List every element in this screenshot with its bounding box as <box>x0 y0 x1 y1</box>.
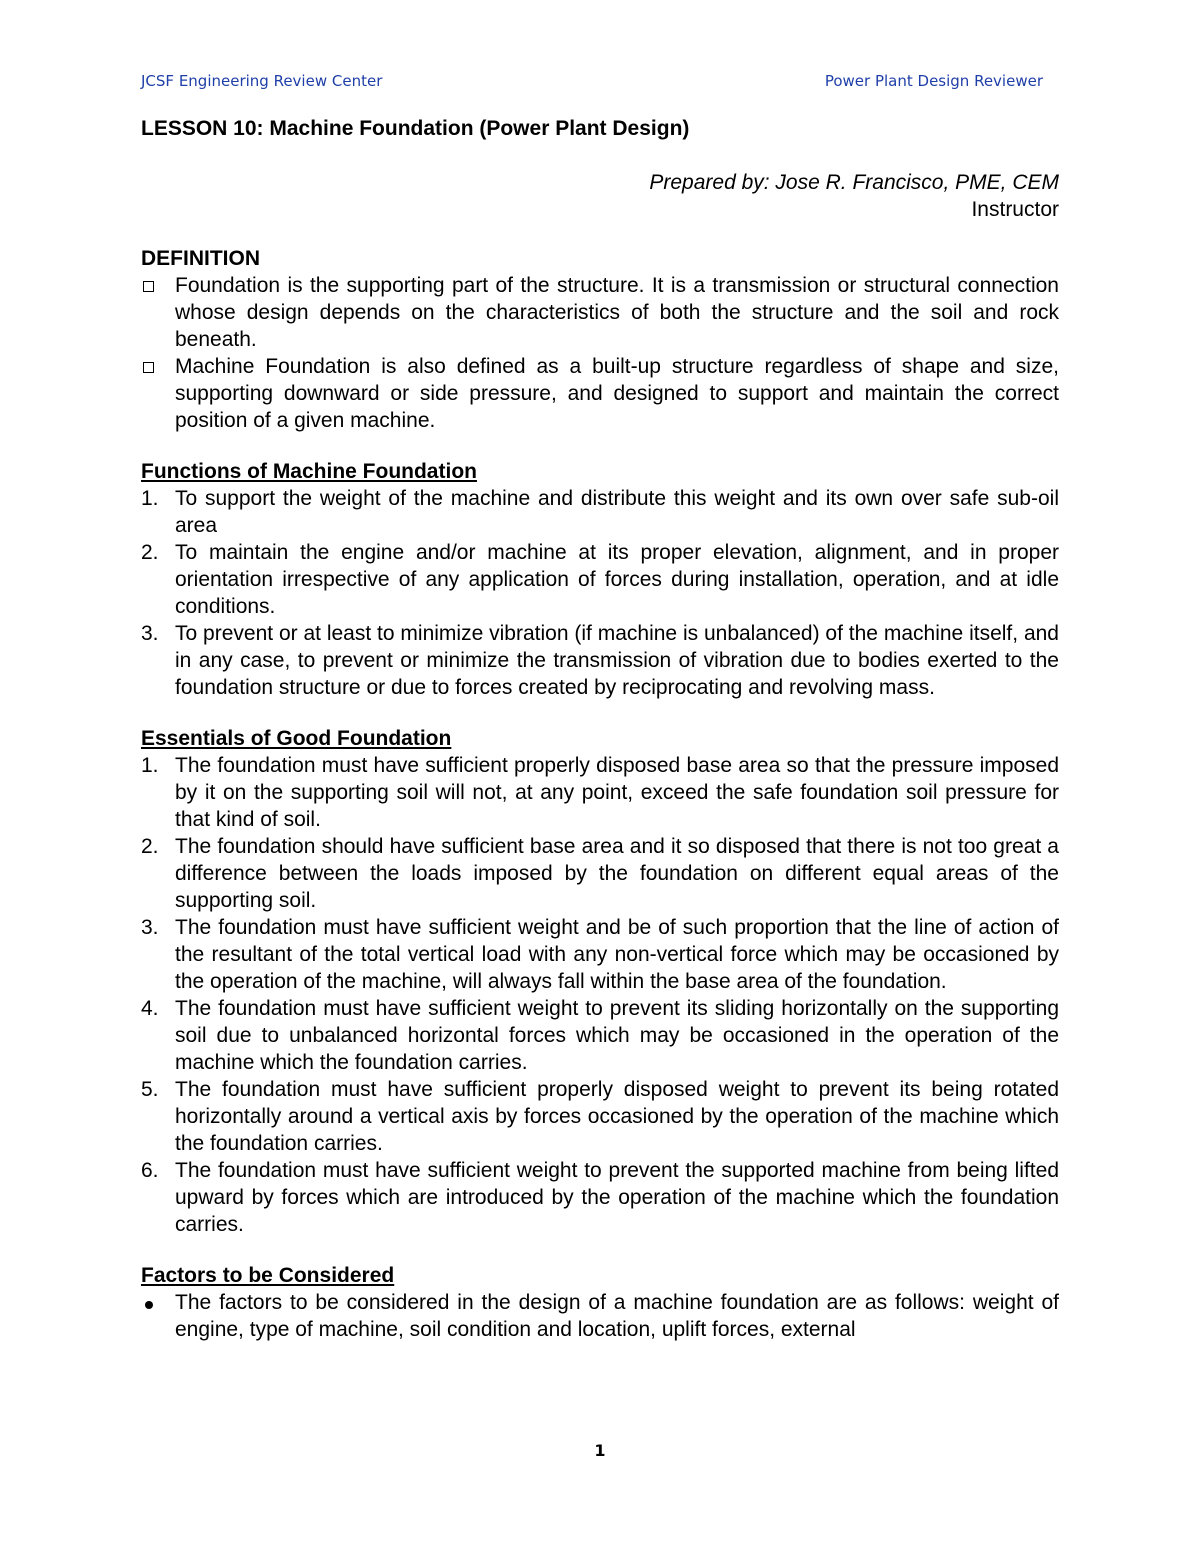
prepared-by-text: Prepared by: Jose R. Francisco, PME, CEM <box>649 171 1059 194</box>
definition-item-text: Machine Foundation is also defined as a built-up structure regardless of shape and size, supporting downward or side pressure, and designed to support and maintain the correct position of a given machine. <box>175 355 1059 432</box>
list-number: 1. <box>141 487 159 510</box>
list-item <box>141 1157 1059 1238</box>
functions-heading: Functions of Machine Foundation <box>141 460 477 483</box>
list-number: 2. <box>141 541 159 564</box>
definition-list <box>141 272 1059 434</box>
list-item <box>141 1076 1059 1157</box>
header-right-text: Power Plant Design Reviewer <box>824 72 1043 90</box>
essential-item-text: The foundation must have sufficient weight to prevent its sliding horizontally on the supporting soil due to unbalanced horizontal forces which may be occasioned in the operation of the machine which the foundation carries. <box>175 997 1059 1074</box>
list-item <box>141 272 1059 353</box>
checkbox-bullet-icon <box>141 353 171 380</box>
list-item <box>141 1289 1059 1343</box>
essential-item-text: The foundation must have sufficient properly disposed base area so that the pressure imposed by it on the supporting soil will not, at any point, exceed the safe foundation soil pressure for that kind of soil. <box>175 754 1059 831</box>
function-item-text: To maintain the engine and/or machine at its proper elevation, alignment, and in proper orientation irrespective of any application of forces during installation, operation, and at idle conditions. <box>175 541 1059 618</box>
factors-heading: Factors to be Considered <box>141 1264 395 1287</box>
list-number: 1. <box>141 754 159 777</box>
instructor-role-text: Instructor <box>971 198 1059 221</box>
prepared-by-block <box>141 169 1059 223</box>
list-item <box>141 353 1059 434</box>
essentials-list <box>141 752 1059 1238</box>
essential-item-text: The foundation must have sufficient properly disposed weight to prevent its being rotated horizontally around a vertical axis by forces occasioned by the operation of the machine which the foundation carries. <box>175 1078 1059 1155</box>
definition-item-text: Foundation is the supporting part of the structure. It is a transmission or structural connection whose design depends on the characteristics of both the structure and the soil and rock beneath. <box>175 274 1059 351</box>
functions-list <box>141 485 1059 701</box>
function-item-text: To prevent or at least to minimize vibration (if machine is unbalanced) of the machine itself, and in any case, to prevent or minimize the transmission of vibration due to bodies exerted to the foundation structure or due to forces created by reciprocating and revolving mass. <box>175 622 1059 699</box>
page-content <box>141 115 1059 1343</box>
list-item <box>141 914 1059 995</box>
list-number: 4. <box>141 997 159 1020</box>
list-item <box>141 620 1059 701</box>
list-item <box>141 752 1059 833</box>
list-item <box>141 833 1059 914</box>
definition-heading: DEFINITION <box>141 247 260 270</box>
essential-item-text: The foundation must have sufficient weight and be of such proportion that the line of action of the resultant of the total vertical load with any non-vertical force which may be occasioned by the operation of the machine, will always fall within the base area of the foundation. <box>175 916 1059 993</box>
list-item <box>141 995 1059 1076</box>
factors-list <box>141 1289 1059 1343</box>
essentials-heading: Essentials of Good Foundation <box>141 727 452 750</box>
bullet-dot-icon <box>141 1289 171 1316</box>
lesson-title: LESSON 10: Machine Foundation (Power Plant Design) <box>141 117 690 140</box>
header-left-text: JCSF Engineering Review Center <box>141 72 383 90</box>
list-number: 5. <box>141 1078 159 1101</box>
essential-item-text: The foundation should have sufficient base area and it so disposed that there is not too great a difference between the loads imposed by the foundation on different equal areas of the supporting soil. <box>175 835 1059 912</box>
list-number: 6. <box>141 1159 159 1182</box>
checkbox-bullet-icon <box>141 272 171 299</box>
essential-item-text: The foundation must have sufficient weight to prevent the supported machine from being lifted upward by forces which are introduced by the operation of the machine which the foundation carries. <box>175 1159 1059 1236</box>
page-number: 1 <box>594 1441 606 1460</box>
page-header <box>141 72 1043 96</box>
factor-item-text: The factors to be considered in the design of a machine foundation are as follows: weight of engine, type of machine, soil condition and location, uplift forces, external <box>175 1291 1059 1341</box>
list-item <box>141 485 1059 539</box>
list-number: 3. <box>141 622 159 645</box>
function-item-text: To support the weight of the machine and distribute this weight and its own over safe sub-oil area <box>175 487 1059 537</box>
list-number: 3. <box>141 916 159 939</box>
list-item <box>141 539 1059 620</box>
list-number: 2. <box>141 835 159 858</box>
